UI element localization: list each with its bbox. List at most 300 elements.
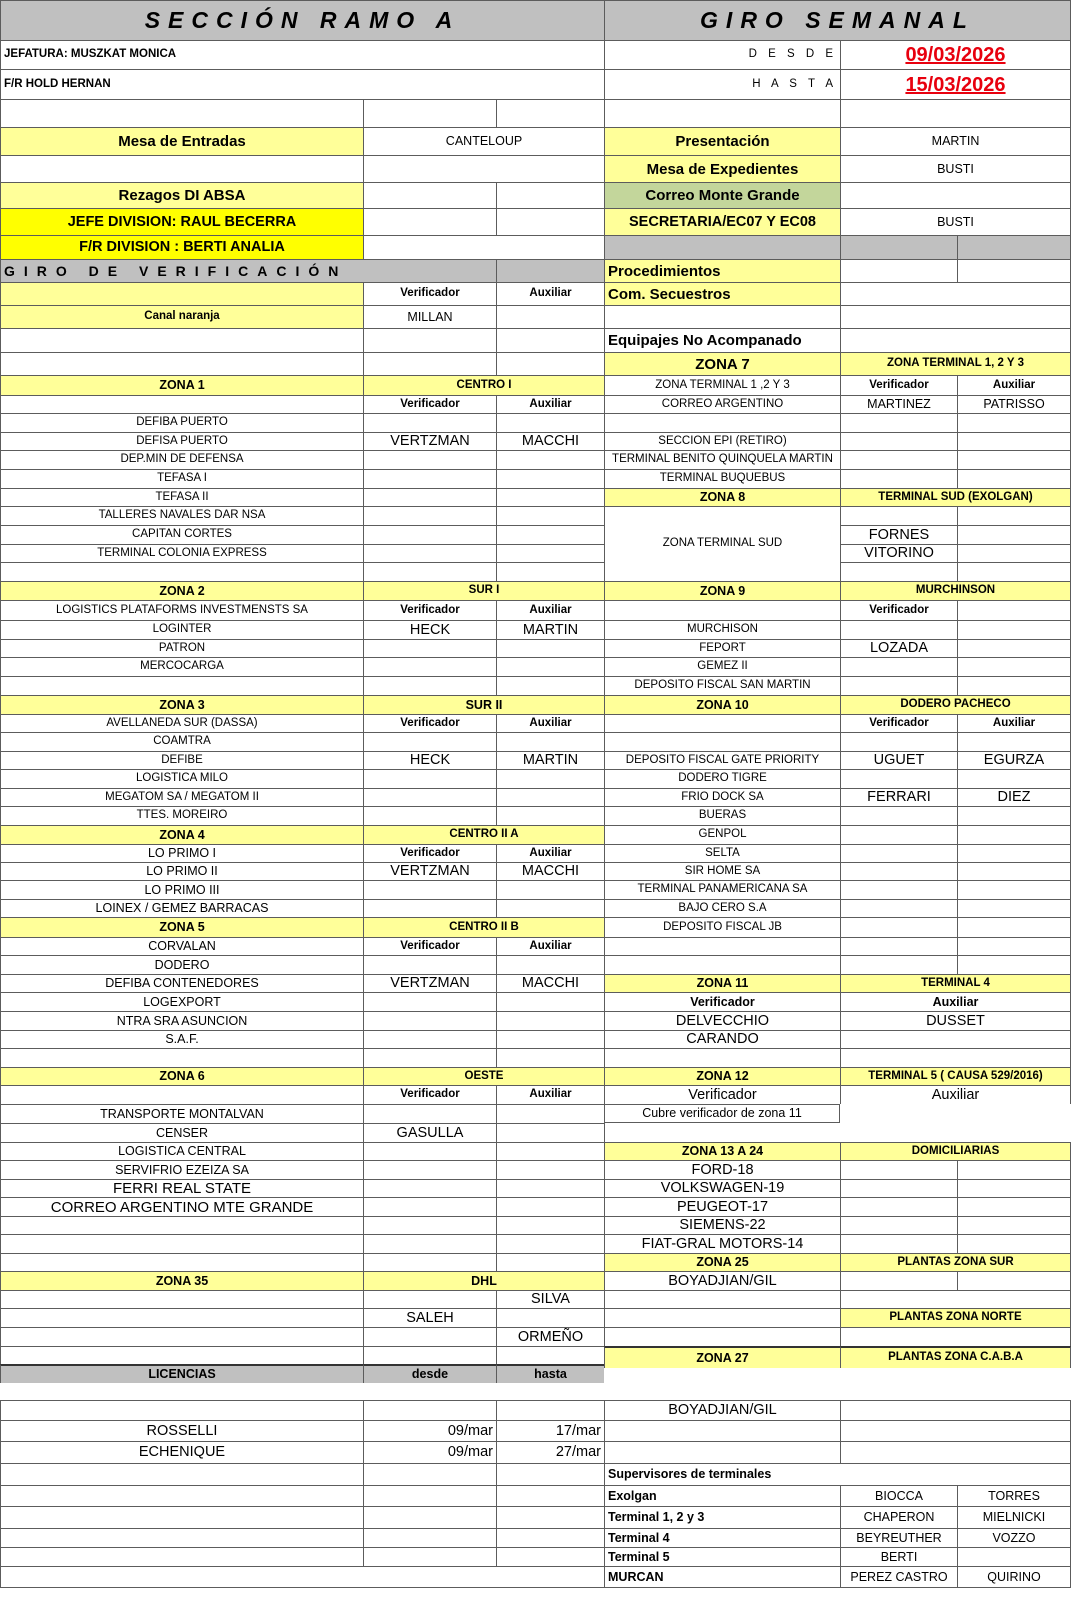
zona5-verificador: VERTZMAN xyxy=(363,974,496,992)
section-title: SECCIÓN RAMO A xyxy=(0,0,604,40)
zona3-item: COAMTRA xyxy=(0,732,363,751)
cell xyxy=(496,1216,604,1234)
zona10-item: BUERAS xyxy=(604,806,840,825)
cell xyxy=(957,1234,1071,1253)
zona8-item: ZONA TERMINAL SUD xyxy=(604,506,840,581)
cell: Auxiliar xyxy=(840,1085,1071,1104)
presentacion-label: Presentación xyxy=(604,127,840,155)
cell xyxy=(840,806,957,825)
zona4-group: CENTRO II A xyxy=(363,825,604,844)
cell xyxy=(0,1327,363,1346)
cell xyxy=(604,600,840,620)
zona1-title: ZONA 1 xyxy=(0,375,363,395)
supervisor-b: MIELNICKI xyxy=(957,1506,1071,1528)
zona12-group: TERMINAL 5 ( CAUSA 529/2016) xyxy=(840,1067,1071,1085)
zona4-verificador: VERTZMAN xyxy=(363,862,496,880)
cell xyxy=(840,657,957,676)
cell xyxy=(363,1400,496,1420)
cell xyxy=(496,1123,604,1142)
zona12-note: Cubre verificador de zona 11 xyxy=(604,1104,840,1123)
zona13-item: SIEMENS-22 xyxy=(604,1216,840,1234)
cell xyxy=(496,769,604,788)
desde-label: D E S D E xyxy=(604,40,840,69)
jefatura: JEFATURA: MUSZKAT MONICA xyxy=(0,40,604,69)
mesa-entradas-label: Mesa de Entradas xyxy=(0,127,363,155)
cell xyxy=(957,825,1071,844)
presentacion-value: MARTIN xyxy=(840,127,1071,155)
supervisor-b xyxy=(957,1547,1071,1566)
cell xyxy=(363,235,604,259)
cell xyxy=(363,1216,496,1234)
cell xyxy=(0,1463,363,1485)
supervisor-terminal: Terminal 1, 2 y 3 xyxy=(604,1506,840,1528)
cell xyxy=(363,788,496,806)
cell: Auxiliar xyxy=(496,600,604,620)
cell xyxy=(0,1528,363,1547)
mesa-expedientes-value: BUSTI xyxy=(840,155,1071,182)
cell xyxy=(604,1290,840,1308)
cell xyxy=(604,732,840,751)
cell xyxy=(496,1197,604,1216)
supervisor-a: BERTI xyxy=(840,1547,957,1566)
cell xyxy=(363,99,496,127)
zona1-item: DEP.MIN DE DEFENSA xyxy=(0,450,363,469)
zona11-title: ZONA 11 xyxy=(604,974,840,992)
cell xyxy=(363,413,496,432)
cell xyxy=(957,506,1071,525)
cell xyxy=(957,1160,1071,1179)
cell xyxy=(840,1400,1071,1420)
cell xyxy=(0,1485,363,1506)
cell xyxy=(840,305,1071,328)
cell xyxy=(496,1485,604,1506)
zona3-item: MEGATOM SA / MEGATOM II xyxy=(0,788,363,806)
cell xyxy=(496,525,604,544)
cell xyxy=(0,282,363,305)
cell xyxy=(496,562,604,581)
cell xyxy=(363,676,496,695)
zona7-item: SECCION EPI (RETIRO) xyxy=(604,432,840,450)
supervisor-terminal: Exolgan xyxy=(604,1485,840,1506)
supervisor-b: QUIRINO xyxy=(957,1566,1071,1588)
zona6-item: TRANSPORTE MONTALVAN xyxy=(0,1104,363,1123)
cell xyxy=(0,1566,604,1588)
supervisor-terminal: MURCAN xyxy=(604,1566,840,1588)
licencias-desde: desde xyxy=(363,1364,496,1383)
cell xyxy=(0,352,363,375)
mesa-expedientes-label: Mesa de Expedientes xyxy=(604,155,840,182)
cell xyxy=(496,352,604,375)
cell xyxy=(496,676,604,695)
secretaria-label: SECRETARIA/EC07 Y EC08 xyxy=(604,208,840,235)
zona4-auxiliar: MACCHI xyxy=(496,862,604,880)
fr-division: F/R DIVISION : BERTI ANALIA xyxy=(0,235,363,259)
cell xyxy=(496,1506,604,1528)
cell xyxy=(496,899,604,917)
zona13-group: DOMICILIARIAS xyxy=(840,1142,1071,1160)
cell xyxy=(957,525,1071,544)
rezagos-label: Rezagos DI ABSA xyxy=(0,182,363,208)
cell xyxy=(840,182,1071,208)
cell xyxy=(840,328,1071,352)
supervisor-a: BEYREUTHER xyxy=(840,1528,957,1547)
cell xyxy=(957,562,1071,581)
secretaria-value: BUSTI xyxy=(840,208,1071,235)
cell xyxy=(604,1420,840,1441)
com-secuestros-label: Com. Secuestros xyxy=(604,282,840,305)
cell: MERCOCARGA xyxy=(0,657,363,676)
zona3-auxiliar: MARTIN xyxy=(496,751,604,769)
zona3-item: AVELLANEDA SUR (DASSA) xyxy=(0,714,363,732)
cell xyxy=(957,806,1071,825)
zona7-item: TERMINAL BUQUEBUS xyxy=(604,469,840,488)
zona5-group: CENTRO II B xyxy=(363,917,604,937)
cell xyxy=(496,1104,604,1123)
cell xyxy=(957,862,1071,880)
zona4-item: LOINEX / GEMEZ BARRACAS xyxy=(0,899,363,917)
cell xyxy=(840,432,957,450)
cell xyxy=(840,1030,1071,1048)
cell xyxy=(363,1142,496,1160)
zona13-item: FORD-18 xyxy=(604,1160,840,1179)
cell xyxy=(363,352,496,375)
licencia-desde: 09/mar xyxy=(363,1441,496,1463)
cell xyxy=(840,1160,957,1179)
cell xyxy=(363,1048,496,1067)
cell xyxy=(363,1104,496,1123)
cell xyxy=(496,1547,604,1566)
cell xyxy=(840,235,957,259)
supervisor-b: TORRES xyxy=(957,1485,1071,1506)
zona8-group: TERMINAL SUD (EXOLGAN) xyxy=(840,488,1071,506)
cell xyxy=(0,328,363,352)
zona4-item: LO PRIMO I xyxy=(0,844,363,862)
cell xyxy=(957,917,1071,937)
cell xyxy=(363,450,496,469)
cell xyxy=(363,1463,496,1485)
licencia-hasta: 27/mar xyxy=(496,1441,604,1463)
cell: LOGISTICS PLATAFORMS INVESTMENSTS SA xyxy=(0,600,363,620)
zona5-title: ZONA 5 xyxy=(0,917,363,937)
giro-title: GIRO SEMANAL xyxy=(604,0,1071,40)
zona3-verificador: HECK xyxy=(363,751,496,769)
cell: Verificador xyxy=(363,395,496,413)
supervisor-a: BIOCCA xyxy=(840,1485,957,1506)
cell xyxy=(604,955,840,974)
zona9-item: FEPORT xyxy=(604,639,840,657)
correo-monte-grande-label: Correo Monte Grande xyxy=(604,182,840,208)
cell xyxy=(604,413,840,432)
cell xyxy=(840,955,957,974)
cell xyxy=(363,469,496,488)
cell xyxy=(840,880,957,899)
cell xyxy=(957,1216,1071,1234)
zona9-item: GEMEZ II xyxy=(604,657,840,676)
cell xyxy=(0,1216,363,1234)
zona4-item: LO PRIMO II xyxy=(0,862,363,880)
zona10-item: BAJO CERO S.A xyxy=(604,899,840,917)
cell xyxy=(363,732,496,751)
zona10-item: TERMINAL PANAMERICANA SA xyxy=(604,880,840,899)
cell xyxy=(840,1271,957,1290)
giro-verificacion-title: GIRO DE VERIFICACIÓN xyxy=(0,259,496,282)
cell xyxy=(363,562,496,581)
supervisor-a: PEREZ CASTRO xyxy=(840,1566,957,1588)
cell: Verificador xyxy=(363,1085,496,1104)
cell xyxy=(957,600,1071,620)
cell xyxy=(840,1048,1071,1067)
zona6-item: LOGISTICA CENTRAL xyxy=(0,1142,363,1160)
cell xyxy=(363,1485,496,1506)
cell xyxy=(604,1308,840,1327)
cell xyxy=(363,1290,496,1308)
cell xyxy=(840,282,1071,305)
zona6-verificador: GASULLA xyxy=(363,1123,496,1142)
zona1-group: CENTRO I xyxy=(363,375,604,395)
cell xyxy=(604,1441,840,1463)
cell xyxy=(840,1197,957,1216)
cell xyxy=(496,259,604,282)
zona13-item: VOLKSWAGEN-19 xyxy=(604,1179,840,1197)
cell xyxy=(363,182,496,208)
cell xyxy=(496,1308,604,1327)
desde-date: 09/03/2026 xyxy=(840,40,1071,69)
cell xyxy=(363,208,496,235)
zona5-item: DEFIBA CONTENEDORES xyxy=(0,974,363,992)
zona1-item: DEFISA PUERTO xyxy=(0,432,363,450)
zona25-item: BOYADJIAN/GIL xyxy=(604,1271,840,1290)
cell xyxy=(957,469,1071,488)
equipajes-label: Equipajes No Acompanado xyxy=(604,328,840,352)
zona6-group: OESTE xyxy=(363,1067,604,1085)
cell xyxy=(496,506,604,525)
zona6-item: CENSER xyxy=(0,1123,363,1142)
zona4-item: LO PRIMO III xyxy=(0,880,363,899)
cell xyxy=(840,676,957,695)
cell xyxy=(840,1327,1071,1346)
zona5-item: S.A.F. xyxy=(0,1030,363,1048)
zona10-group: DODERO PACHECO xyxy=(840,695,1071,714)
cell xyxy=(957,544,1071,562)
cell xyxy=(957,769,1071,788)
zona3-item: DEFIBE xyxy=(0,751,363,769)
cell xyxy=(363,639,496,657)
cell xyxy=(363,155,604,182)
cell xyxy=(604,1327,840,1346)
cell xyxy=(496,1253,604,1271)
supervisor-terminal: Terminal 5 xyxy=(604,1547,840,1566)
zona7-title: ZONA 7 xyxy=(604,352,840,375)
zona1-item: TALLERES NAVALES DAR NSA xyxy=(0,506,363,525)
cell xyxy=(840,506,957,525)
zona10-verificador: UGUET xyxy=(840,751,957,769)
cell: Verificador xyxy=(363,714,496,732)
cell: Verificador xyxy=(604,1085,840,1104)
cell xyxy=(840,732,957,751)
cell xyxy=(363,1547,496,1566)
cell: Auxiliar xyxy=(957,714,1071,732)
cell xyxy=(957,450,1071,469)
zona27-title: ZONA 27 xyxy=(604,1346,840,1368)
cell xyxy=(363,1528,496,1547)
zona1-item: TERMINAL COLONIA EXPRESS xyxy=(0,544,363,562)
hasta-date: 15/03/2026 xyxy=(840,69,1071,99)
cell xyxy=(496,1528,604,1547)
supervisor-a: CHAPERON xyxy=(840,1506,957,1528)
zona10-title: ZONA 10 xyxy=(604,695,840,714)
cell xyxy=(840,1420,1071,1441)
cell xyxy=(840,1234,957,1253)
cell xyxy=(957,955,1071,974)
zona9-item: DEPOSITO FISCAL SAN MARTIN xyxy=(604,676,840,695)
cell xyxy=(604,305,840,328)
zona6-item: SERVIFRIO EZEIZA SA xyxy=(0,1160,363,1179)
cell xyxy=(496,1048,604,1067)
zona25-title: ZONA 25 xyxy=(604,1253,840,1271)
supervisor-terminal: Terminal 4 xyxy=(604,1528,840,1547)
zona1-item: DEFIBA PUERTO xyxy=(0,413,363,432)
cell xyxy=(840,917,957,937)
cell xyxy=(840,1179,957,1197)
canal-naranja-label: Canal naranja xyxy=(0,305,363,328)
zona3-group: SUR II xyxy=(363,695,604,714)
cell xyxy=(363,657,496,676)
cell xyxy=(957,732,1071,751)
zona8-verificador: FORNES xyxy=(840,525,957,544)
cell xyxy=(957,1197,1071,1216)
zona10-item: SIR HOME SA xyxy=(604,862,840,880)
cell xyxy=(496,305,604,328)
cell xyxy=(840,899,957,917)
zona11-verificador: CARANDO xyxy=(604,1030,840,1048)
cell xyxy=(957,432,1071,450)
zona27-item: BOYADJIAN/GIL xyxy=(604,1400,840,1420)
cell xyxy=(957,844,1071,862)
cell: Auxiliar xyxy=(496,844,604,862)
cell xyxy=(957,880,1071,899)
zona1-item: CAPITAN CORTES xyxy=(0,525,363,544)
cell xyxy=(840,259,957,282)
cell xyxy=(363,806,496,825)
zona3-title: ZONA 3 xyxy=(0,695,363,714)
zona7-item: CORREO ARGENTINO xyxy=(604,395,840,413)
cell xyxy=(496,1011,604,1030)
cell xyxy=(496,1234,604,1253)
zona2-group: SUR I xyxy=(363,581,604,600)
hasta-label: H A S T A xyxy=(604,69,840,99)
cell: Verificador xyxy=(604,992,840,1011)
cell xyxy=(363,1179,496,1197)
cell: Verificador xyxy=(840,714,957,732)
cell xyxy=(840,1216,957,1234)
cell: Auxiliar xyxy=(496,1085,604,1104)
cell xyxy=(496,1179,604,1197)
zona25-group: PLANTAS ZONA SUR xyxy=(840,1253,1071,1271)
zona35-saleh: SALEH xyxy=(363,1308,496,1327)
cell xyxy=(496,99,604,127)
zona2-verificador: HECK xyxy=(363,620,496,639)
zona11-group: TERMINAL 4 xyxy=(840,974,1071,992)
cell xyxy=(604,99,840,127)
cell: Auxiliar xyxy=(840,992,1071,1011)
cell: PATRON xyxy=(0,639,363,657)
cell xyxy=(363,506,496,525)
zona27-group: PLANTAS ZONA C.A.B.A xyxy=(840,1346,1071,1368)
cell xyxy=(840,413,957,432)
cell xyxy=(604,1123,1071,1142)
cell xyxy=(496,1160,604,1179)
cell xyxy=(363,955,496,974)
zona35-ormeno: ORMEÑO xyxy=(496,1327,604,1346)
cell: Verificador xyxy=(363,844,496,862)
zona7-item: TERMINAL BENITO QUINQUELA MARTIN xyxy=(604,450,840,469)
cell xyxy=(496,182,604,208)
procedimientos-label: Procedimientos xyxy=(604,259,840,282)
cell xyxy=(363,488,496,506)
cell xyxy=(363,1197,496,1216)
zona10-item: SELTA xyxy=(604,844,840,862)
zona8-verificador: VITORINO xyxy=(840,544,957,562)
cell xyxy=(363,1030,496,1048)
cell xyxy=(496,1142,604,1160)
cell xyxy=(496,955,604,974)
zona9-title: ZONA 9 xyxy=(604,581,840,600)
cell xyxy=(496,1030,604,1048)
cell xyxy=(363,992,496,1011)
zona5-item: NTRA SRA ASUNCION xyxy=(0,1011,363,1030)
cell xyxy=(496,732,604,751)
licencia-name: ROSSELLI xyxy=(0,1420,363,1441)
cell xyxy=(0,1547,363,1566)
cell: LOGINTER xyxy=(0,620,363,639)
cell xyxy=(0,1253,363,1271)
cell xyxy=(496,880,604,899)
cell xyxy=(604,714,840,732)
cell xyxy=(496,208,604,235)
zona5-item: LOGEXPORT xyxy=(0,992,363,1011)
cell xyxy=(0,1290,363,1308)
zona1-verificador: VERTZMAN xyxy=(363,432,496,450)
verificador-header: Verificador xyxy=(363,282,496,305)
zona35-group: DHL xyxy=(363,1271,604,1290)
zona10-auxiliar: EGURZA xyxy=(957,751,1071,769)
licencia-desde: 09/mar xyxy=(363,1420,496,1441)
zona10-item: GENPOL xyxy=(604,825,840,844)
cell xyxy=(363,1011,496,1030)
cell xyxy=(496,488,604,506)
cell xyxy=(0,99,363,127)
zona2-title: ZONA 2 xyxy=(0,581,363,600)
cell xyxy=(840,99,1071,127)
cell: Verificador xyxy=(363,600,496,620)
zona7-group: ZONA TERMINAL 1, 2 Y 3 xyxy=(840,352,1071,375)
zona4-title: ZONA 4 xyxy=(0,825,363,844)
cell xyxy=(496,469,604,488)
zona7-auxiliar: PATRISSO xyxy=(957,395,1071,413)
cell xyxy=(0,1234,363,1253)
zona10-item: DODERO TIGRE xyxy=(604,769,840,788)
zona7-item: ZONA TERMINAL 1 ,2 Y 3 xyxy=(604,375,840,395)
zona6-item: FERRI REAL STATE xyxy=(0,1179,363,1197)
cell xyxy=(0,1308,363,1327)
cell xyxy=(496,413,604,432)
cell xyxy=(957,1179,1071,1197)
zona1-item: TEFASA II xyxy=(0,488,363,506)
cell xyxy=(0,676,363,695)
cell xyxy=(0,562,363,581)
cell xyxy=(496,1400,604,1420)
cell: Auxiliar xyxy=(496,395,604,413)
